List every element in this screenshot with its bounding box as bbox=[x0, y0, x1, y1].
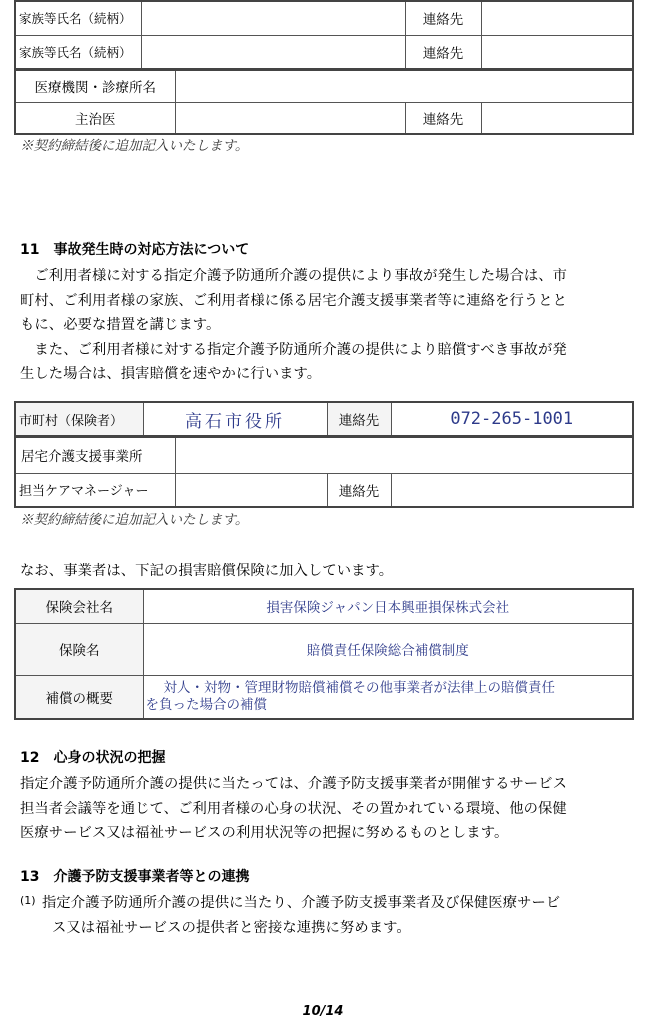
family-contact-label: 連絡先 bbox=[405, 35, 481, 69]
municipality-contact-value: 072-265-1001 bbox=[391, 402, 633, 436]
paragraph-line: ス又は福祉サービスの提供者と密接な連携に努めます。 bbox=[52, 919, 411, 936]
care-manager-field[interactable] bbox=[175, 473, 327, 507]
paragraph-line: 医療サービス又は福祉サービスの利用状況等の把握に努めるものとします。 bbox=[20, 825, 509, 841]
municipality-row bbox=[15, 402, 633, 436]
family-name-label: 家族等氏名（続柄） bbox=[15, 35, 141, 69]
insurance-name-value: 賠償責任保険総合補償制度 bbox=[143, 623, 633, 675]
medical-row bbox=[15, 70, 633, 102]
paragraph-line: 指定介護予防通所介護の提供に当たっては、介護予防支援事業者が開催するサービス bbox=[20, 776, 568, 792]
care-manager-row bbox=[15, 473, 633, 507]
family-contact-label: 連絡先 bbox=[405, 1, 481, 35]
insurance-summary-row bbox=[15, 675, 633, 719]
municipality-label: 市町村（保険者） bbox=[15, 402, 143, 436]
medical-table bbox=[14, 69, 634, 135]
paragraph-line: また、ご利用者様に対する指定介護予防通所介護の提供により賠償すべき事故が発 bbox=[20, 341, 567, 358]
insurance-company-label: 保険会社名 bbox=[15, 589, 143, 623]
insurance-intro: なお、事業者は、下記の損害賠償保険に加入しています。 bbox=[20, 563, 394, 579]
paragraph-line: 担当者会議等を通じて、ご利用者様の心身の状況、その置かれている環境、他の保健 bbox=[20, 800, 567, 817]
care-manager-label: 担当ケアマネージャー bbox=[15, 473, 175, 507]
note-after-care-table: ※契約締結後に追加記入いたします。 bbox=[20, 512, 249, 528]
section-13-item bbox=[42, 891, 632, 940]
section-11-heading: 11 事故発生時の対応方法について bbox=[20, 242, 250, 258]
note-after-contacts: ※契約締結後に追加記入いたします。 bbox=[20, 138, 249, 154]
medical-institution-label: 医療機関・診療所名 bbox=[15, 70, 175, 102]
family-contact-field[interactable] bbox=[481, 1, 633, 35]
paragraph-line: 生した場合は、損害賠償を速やかに行います。 bbox=[20, 366, 322, 382]
family-name-field[interactable] bbox=[141, 35, 405, 69]
section-11-paragraph-1 bbox=[20, 264, 635, 387]
paragraph-line: 指定介護予防通所介護の提供に当たり、介護予防支援事業者及び保健医療サービ bbox=[42, 895, 561, 911]
municipality-contact-label: 連絡先 bbox=[327, 402, 391, 436]
family-contact-field[interactable] bbox=[481, 35, 633, 69]
insurance-summary-label: 補償の概要 bbox=[15, 675, 143, 719]
paragraph-line: ご利用者様に対する指定介護予防通所介護の提供により事故が発生した場合は、市 bbox=[20, 268, 568, 284]
paragraph-line: 町村、ご利用者様の家族、ご利用者様に係る居宅介護支援事業者等に連絡を行うとと bbox=[20, 292, 568, 309]
medical-institution-field[interactable] bbox=[175, 70, 633, 102]
page-number: 10/14 bbox=[302, 1004, 344, 1019]
doctor-contact-label: 連絡先 bbox=[405, 102, 481, 134]
family-row-2 bbox=[15, 35, 633, 69]
section-12-paragraph bbox=[20, 772, 635, 846]
insurance-name-label: 保険名 bbox=[15, 623, 143, 675]
care-office-row bbox=[15, 437, 633, 473]
care-office-label: 居宅介護支援事業所 bbox=[15, 437, 175, 473]
care-manager-contact-field[interactable] bbox=[391, 473, 633, 507]
section-13-item-marker: (1) bbox=[20, 894, 36, 907]
insurance-company-value: 損害保険ジャパン日本興亜損保株式会社 bbox=[143, 589, 633, 623]
summary-line-1: 対人・対物・管理財物賠償補償その他事業者が法律上の賠償責任 bbox=[163, 679, 555, 696]
family-name-label: 家族等氏名（続柄） bbox=[15, 1, 141, 35]
doctor-contact-field[interactable] bbox=[481, 102, 633, 134]
municipality-value: 高石市役所 bbox=[143, 402, 327, 436]
doctor-label: 主治医 bbox=[15, 102, 175, 134]
insurance-company-row bbox=[15, 589, 633, 623]
paragraph-line: もに、必要な措置を講じます。 bbox=[20, 317, 221, 333]
insurance-name-row bbox=[15, 623, 633, 675]
insurance-table bbox=[14, 588, 634, 720]
section-13-heading: 13 介護予防支援事業者等との連携 bbox=[20, 869, 250, 885]
doctor-field[interactable] bbox=[175, 102, 405, 134]
doctor-row bbox=[15, 102, 633, 134]
family-row-1 bbox=[15, 1, 633, 35]
insurance-summary-value bbox=[143, 675, 633, 719]
care-office-table bbox=[14, 436, 634, 508]
care-manager-contact-label: 連絡先 bbox=[327, 473, 391, 507]
section-12-heading: 12 心身の状況の把握 bbox=[20, 750, 166, 766]
care-office-field[interactable] bbox=[175, 437, 633, 473]
municipality-table bbox=[14, 401, 634, 437]
summary-line-2: を負った場合の補償 bbox=[145, 696, 267, 713]
family-name-field[interactable] bbox=[141, 1, 405, 35]
contacts-table bbox=[14, 0, 634, 70]
